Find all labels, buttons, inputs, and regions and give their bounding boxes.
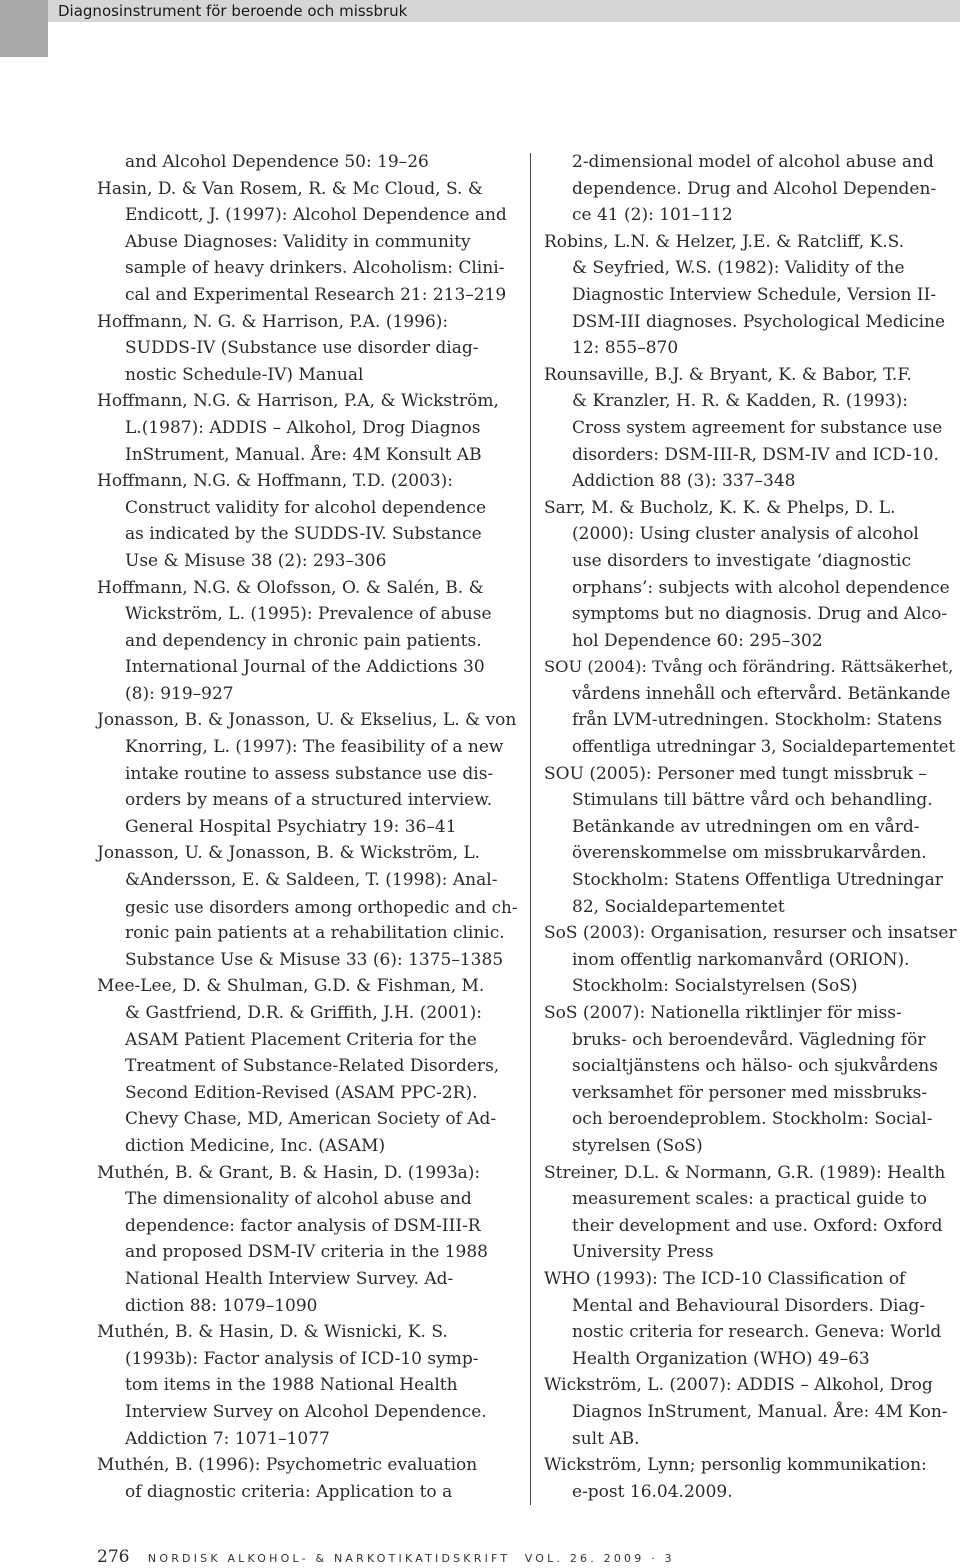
reference-line: InStrument, Manual. Åre: 4M Konsult AB (125, 444, 482, 465)
reference-line: Addiction 88 (3): 337–348 (572, 471, 796, 492)
reference-line: Robins, L.N. & Helzer, J.E. & Ratcliff, K.S. (544, 231, 905, 252)
column-divider (530, 153, 531, 1505)
reference-line: SOU (2005): Personer med tungt missbruk – (544, 763, 927, 784)
reference-line: Stockholm: Statens Offentliga Utredningar (572, 870, 943, 891)
reference-line: Jonasson, U. & Jonasson, B. & Wickström, L. (97, 843, 481, 864)
reference-line: ce 41 (2): 101–112 (572, 205, 733, 226)
journal-volume: VOL. 26. 2009 · 3 (524, 1552, 675, 1565)
reference-line: dependence. Drug and Alcohol Dependen- (572, 178, 937, 199)
reference-line: Substance Use & Misuse 33 (6): 1375–1385 (125, 949, 504, 970)
reference-line: sample of heavy drinkers. Alcoholism: Clini- (125, 258, 505, 279)
reference-line: 2-dimensional model of alcohol abuse and (572, 152, 934, 172)
reference-line: (8): 919–927 (125, 683, 234, 704)
reference-column-right (544, 149, 958, 1505)
reference-line: Streiner, D.L. & Normann, G.R. (1989): Health (544, 1162, 946, 1183)
reference-line: Hoffmann, N.G. & Harrison, P.A, & Wickström, (97, 391, 499, 412)
reference-line: intake routine to assess substance use dis- (125, 763, 494, 784)
reference-line: dependence: factor analysis of DSM-III-R (125, 1215, 481, 1236)
reference-line: Jonasson, B. & Jonasson, U. & Ekselius, L. & von (97, 710, 517, 731)
reference-line: nostic criteria for research. Geneva: World (572, 1322, 942, 1343)
reference-line: Stimulans till bättre vård och behandling. (572, 790, 933, 811)
reference-line: sult AB. (572, 1428, 640, 1449)
reference-line: Muthén, B. & Hasin, D. & Wisnicki, K. S. (97, 1322, 448, 1343)
reference-line: nostic Schedule-IV) Manual (125, 364, 364, 385)
reference-line: &Andersson, E. & Saldeen, T. (1998): Anal- (125, 870, 498, 891)
reference-line: ASAM Patient Placement Criteria for the (125, 1029, 477, 1050)
reference-line: University Press (572, 1242, 714, 1263)
reference-line: L.(1987): ADDIS – Alkohol, Drog Diagnos (125, 417, 481, 438)
reference-line: Hoffmann, N.G. & Olofsson, O. & Salén, B. & (97, 577, 484, 598)
reference-line: Sarr, M. & Bucholz, K. K. & Phelps, D. L. (544, 497, 896, 518)
reference-line: överenskommelse om missbrukarvården. (572, 843, 927, 864)
reference-line: General Hospital Psychiatry 19: 36–41 (125, 816, 457, 837)
reference-line: tom items in the 1988 National Health (125, 1375, 458, 1396)
reference-line: use disorders to investigate ‘diagnostic (572, 550, 912, 571)
reference-line: SOU (2004): Tvång och förändring. Rättsäkerhet, (544, 657, 954, 677)
reference-line: SoS (2003): Organisation, resurser och insatser (544, 923, 957, 944)
reference-line: and Alcohol Dependence 50: 19–26 (125, 152, 429, 172)
reference-line: Betänkande av utredningen om en vård- (572, 816, 920, 837)
reference-line: Rounsaville, B.J. & Bryant, K. & Babor, T.F. (544, 364, 912, 385)
reference-line: of diagnostic criteria: Application to a (125, 1481, 453, 1502)
reference-line: and dependency in chronic pain patients. (125, 630, 482, 651)
running-header-title: Diagnosinstrument för beroende och missbruk (58, 2, 408, 20)
reference-line: Muthén, B. & Grant, B. & Hasin, D. (1993a): (97, 1162, 481, 1183)
reference-line: Interview Survey on Alcohol Dependence. (125, 1401, 487, 1422)
reference-line: Addiction 7: 1071–1077 (125, 1428, 330, 1449)
page-number: 276 (97, 1547, 130, 1567)
reference-line: symptoms but no diagnosis. Drug and Alco- (572, 604, 948, 625)
reference-line: från LVM-utredningen. Stockholm: Statens (572, 710, 943, 731)
reference-line: SoS (2007): Nationella riktlinjer för miss- (544, 1003, 902, 1023)
journal-name: NORDISK ALKOHOL- & NARKOTIKATIDSKRIFT (147, 1552, 511, 1565)
reference-line: Stockholm: Socialstyrelsen (SoS) (572, 976, 858, 997)
reference-line: 12: 855–870 (572, 338, 679, 359)
reference-line: verksamhet för personer med missbruks- (572, 1082, 928, 1103)
reference-line: 82, Socialdepartementet (572, 896, 785, 917)
reference-line: Wickström, Lynn; personlig kommunikation: (544, 1455, 927, 1476)
reference-line: Chevy Chase, MD, American Society of Ad- (125, 1109, 497, 1130)
reference-line: offentliga utredningar 3, Socialdepartementet (572, 737, 956, 757)
page-footer (97, 1548, 675, 1568)
reference-line: Wickström, L. (2007): ADDIS – Alkohol, Drog (544, 1375, 933, 1396)
reference-line: as indicated by the SUDDS-IV. Substance (125, 524, 482, 545)
reference-line: e-post 16.04.2009. (572, 1481, 733, 1502)
reference-line: diction 88: 1079–1090 (125, 1295, 318, 1316)
reference-line: Treatment of Substance-Related Disorders, (125, 1056, 500, 1077)
reference-line: socialtjänstens och hälso- och sjukvårdens (572, 1056, 938, 1077)
reference-line: diction Medicine, Inc. (ASAM) (125, 1135, 386, 1156)
reference-line: Diagnos InStrument, Manual. Åre: 4M Kon- (572, 1401, 948, 1422)
reference-line: Abuse Diagnoses: Validity in community (125, 231, 471, 252)
reference-line: Wickström, L. (1995): Prevalence of abuse (125, 604, 492, 625)
reference-line: Muthén, B. (1996): Psychometric evaluation (97, 1455, 478, 1476)
reference-line: disorders: DSM-III-R, DSM-IV and ICD-10. (572, 444, 939, 465)
reference-line: Endicott, J. (1997): Alcohol Dependence and (125, 205, 507, 226)
reference-line: Knorring, L. (1997): The feasibility of a new (125, 737, 504, 758)
reference-line: Mee-Lee, D. & Shulman, G.D. & Fishman, M. (97, 976, 485, 997)
reference-line: hol Dependence 60: 295–302 (572, 630, 823, 651)
reference-line: National Health Interview Survey. Ad- (125, 1268, 454, 1289)
header-accent-block (0, 0, 48, 57)
reference-line: & Gastfriend, D.R. & Griffith, J.H. (2001): (125, 1003, 482, 1023)
reference-line: (1993b): Factor analysis of ICD-10 symp- (125, 1348, 479, 1369)
reference-line: bruks- och beroendevård. Vägledning för (572, 1029, 926, 1050)
reference-line: gesic use disorders among orthopedic and ch- (125, 896, 518, 917)
reference-line: orders by means of a structured interview. (125, 790, 493, 811)
reference-line: inom offentlig narkomanvård (ORION). (572, 949, 910, 970)
reference-line: their development and use. Oxford: Oxford (572, 1215, 943, 1236)
reference-column-left (97, 149, 522, 1505)
reference-line: Cross system agreement for substance use (572, 417, 943, 438)
reference-line: The dimensionality of alcohol abuse and (125, 1189, 472, 1210)
reference-line: Hasin, D. & Van Rosem, R. & Mc Cloud, S. & (97, 178, 483, 199)
reference-line: orphans’: subjects with alcohol dependence (572, 577, 950, 598)
reference-line: Hoffmann, N. G. & Harrison, P.A. (1996): (97, 311, 449, 332)
reference-line: & Kranzler, H. R. & Kadden, R. (1993): (572, 391, 909, 412)
reference-line: Second Edition-Revised (ASAM PPC-2R). (125, 1082, 478, 1103)
reference-line: Hoffmann, N.G. & Hoffmann, T.D. (2003): (97, 471, 454, 492)
reference-line: och beroendeproblem. Stockholm: Social- (572, 1109, 933, 1130)
reference-line: SUDDS-IV (Substance use disorder diag- (125, 338, 479, 359)
reference-line: WHO (1993): The ICD-10 Classification of (544, 1268, 906, 1289)
reference-line: styrelsen (SoS) (572, 1135, 703, 1156)
reference-line: Diagnostic Interview Schedule, Version II- (572, 284, 937, 305)
reference-line: (2000): Using cluster analysis of alcohol (572, 524, 919, 545)
reference-line: measurement scales: a practical guide to (572, 1189, 927, 1210)
reference-line: Use & Misuse 38 (2): 293–306 (125, 550, 387, 571)
reference-line: and proposed DSM-IV criteria in the 1988 (125, 1242, 489, 1263)
reference-line: vårdens innehåll och eftervård. Betänkande (572, 683, 951, 704)
reference-line: ronic pain patients at a rehabilitation clinic. (125, 923, 505, 944)
reference-line: & Seyfried, W.S. (1982): Validity of the (572, 258, 905, 279)
reference-line: DSM-III diagnoses. Psychological Medicine (572, 311, 946, 332)
reference-line: Construct validity for alcohol dependence (125, 497, 487, 518)
reference-line: cal and Experimental Research 21: 213–219 (125, 284, 507, 305)
reference-line: Mental and Behavioural Disorders. Diag- (572, 1295, 926, 1316)
reference-line: Health Organization (WHO) 49–63 (572, 1348, 870, 1369)
reference-line: International Journal of the Addictions 30 (125, 657, 485, 678)
